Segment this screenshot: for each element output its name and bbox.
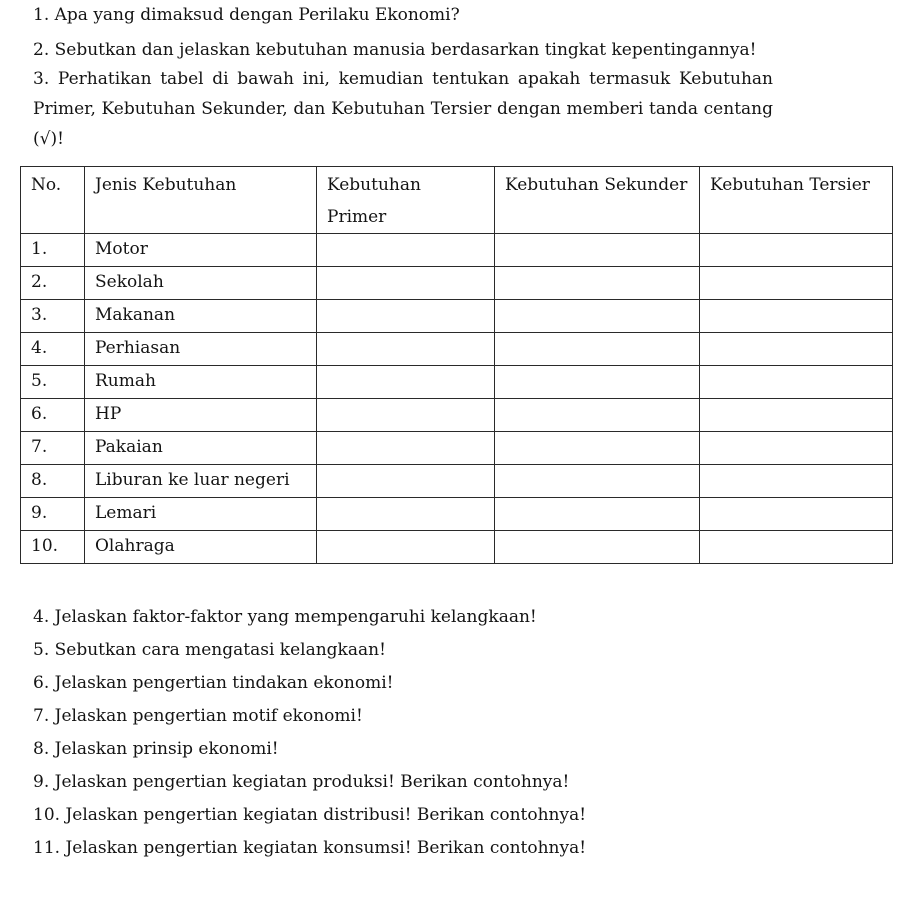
- row-number: 2.: [21, 267, 85, 300]
- header-no: No.: [21, 167, 85, 234]
- check-primer-cell[interactable]: [317, 531, 495, 564]
- table-header-row: [21, 167, 893, 234]
- row-need: Rumah: [85, 366, 317, 399]
- row-number: 8.: [21, 465, 85, 498]
- check-primer-cell[interactable]: [317, 234, 495, 267]
- row-number: 3.: [21, 300, 85, 333]
- question-4: 4. Jelaskan faktor-faktor yang mempengaruhi kelangkaan!: [33, 607, 537, 627]
- header-sekunder: Kebutuhan Sekunder: [495, 167, 700, 234]
- check-tersier-cell[interactable]: [700, 267, 893, 300]
- row-number: 4.: [21, 333, 85, 366]
- check-tersier-cell[interactable]: [700, 234, 893, 267]
- check-tersier-cell[interactable]: [700, 465, 893, 498]
- row-need: Sekolah: [85, 267, 317, 300]
- row-need: Perhiasan: [85, 333, 317, 366]
- row-need: HP: [85, 399, 317, 432]
- header-tersier: Kebutuhan Tersier: [700, 167, 893, 234]
- check-primer-cell[interactable]: [317, 333, 495, 366]
- table-row: [21, 498, 893, 531]
- row-need: Pakaian: [85, 432, 317, 465]
- check-primer-cell[interactable]: [317, 267, 495, 300]
- check-sekunder-cell[interactable]: [495, 531, 700, 564]
- question-2: 2. Sebutkan dan jelaskan kebutuhan manusia berdasarkan tingkat kepentingannya!: [33, 40, 757, 60]
- header-primer: Kebutuhan Primer: [317, 167, 495, 234]
- row-number: 6.: [21, 399, 85, 432]
- check-sekunder-cell[interactable]: [495, 399, 700, 432]
- check-sekunder-cell[interactable]: [495, 267, 700, 300]
- check-tersier-cell[interactable]: [700, 531, 893, 564]
- question-1: 1. Apa yang dimaksud dengan Perilaku Ekonomi?: [33, 5, 460, 25]
- row-need: Motor: [85, 234, 317, 267]
- check-sekunder-cell[interactable]: [495, 366, 700, 399]
- question-8: 8. Jelaskan prinsip ekonomi!: [33, 739, 279, 759]
- table-row: [21, 399, 893, 432]
- check-sekunder-cell[interactable]: [495, 498, 700, 531]
- table-row: [21, 300, 893, 333]
- check-sekunder-cell[interactable]: [495, 300, 700, 333]
- row-need: Lemari: [85, 498, 317, 531]
- check-tersier-cell[interactable]: [700, 333, 893, 366]
- check-sekunder-cell[interactable]: [495, 432, 700, 465]
- check-primer-cell[interactable]: [317, 432, 495, 465]
- question-6: 6. Jelaskan pengertian tindakan ekonomi!: [33, 673, 394, 693]
- question-5: 5. Sebutkan cara mengatasi kelangkaan!: [33, 640, 386, 660]
- check-tersier-cell[interactable]: [700, 399, 893, 432]
- row-number: 5.: [21, 366, 85, 399]
- check-sekunder-cell[interactable]: [495, 234, 700, 267]
- check-sekunder-cell[interactable]: [495, 465, 700, 498]
- row-need: Olahraga: [85, 531, 317, 564]
- check-tersier-cell[interactable]: [700, 366, 893, 399]
- row-number: 10.: [21, 531, 85, 564]
- row-number: 9.: [21, 498, 85, 531]
- table-row: [21, 531, 893, 564]
- question-7: 7. Jelaskan pengertian motif ekonomi!: [33, 706, 363, 726]
- check-primer-cell[interactable]: [317, 498, 495, 531]
- needs-table: [20, 166, 893, 564]
- question-11: 11. Jelaskan pengertian kegiatan konsumsi! Berikan contohnya!: [33, 838, 587, 858]
- row-number: 1.: [21, 234, 85, 267]
- table-row: [21, 465, 893, 498]
- check-sekunder-cell[interactable]: [495, 333, 700, 366]
- question-10: 10. Jelaskan pengertian kegiatan distribusi! Berikan contohnya!: [33, 805, 587, 825]
- row-need: Liburan ke luar negeri: [85, 465, 317, 498]
- check-tersier-cell[interactable]: [700, 432, 893, 465]
- question-9: 9. Jelaskan pengertian kegiatan produksi! Berikan contohnya!: [33, 772, 570, 792]
- check-primer-cell[interactable]: [317, 366, 495, 399]
- check-tersier-cell[interactable]: [700, 300, 893, 333]
- question-3: 3. Perhatikan tabel di bawah ini, kemudian tentukan apakah termasuk Kebutuhan Primer, Kebutuhan Sekunder, dan Kebutuhan Tersier dengan memberi tanda centang (√)!: [33, 69, 773, 149]
- table-row: [21, 432, 893, 465]
- table-row: [21, 234, 893, 267]
- table-row: [21, 366, 893, 399]
- check-tersier-cell[interactable]: [700, 498, 893, 531]
- table-row: [21, 267, 893, 300]
- check-primer-cell[interactable]: [317, 300, 495, 333]
- header-jenis: Jenis Kebutuhan: [85, 167, 317, 234]
- row-number: 7.: [21, 432, 85, 465]
- table-row: [21, 333, 893, 366]
- check-primer-cell[interactable]: [317, 399, 495, 432]
- row-need: Makanan: [85, 300, 317, 333]
- check-primer-cell[interactable]: [317, 465, 495, 498]
